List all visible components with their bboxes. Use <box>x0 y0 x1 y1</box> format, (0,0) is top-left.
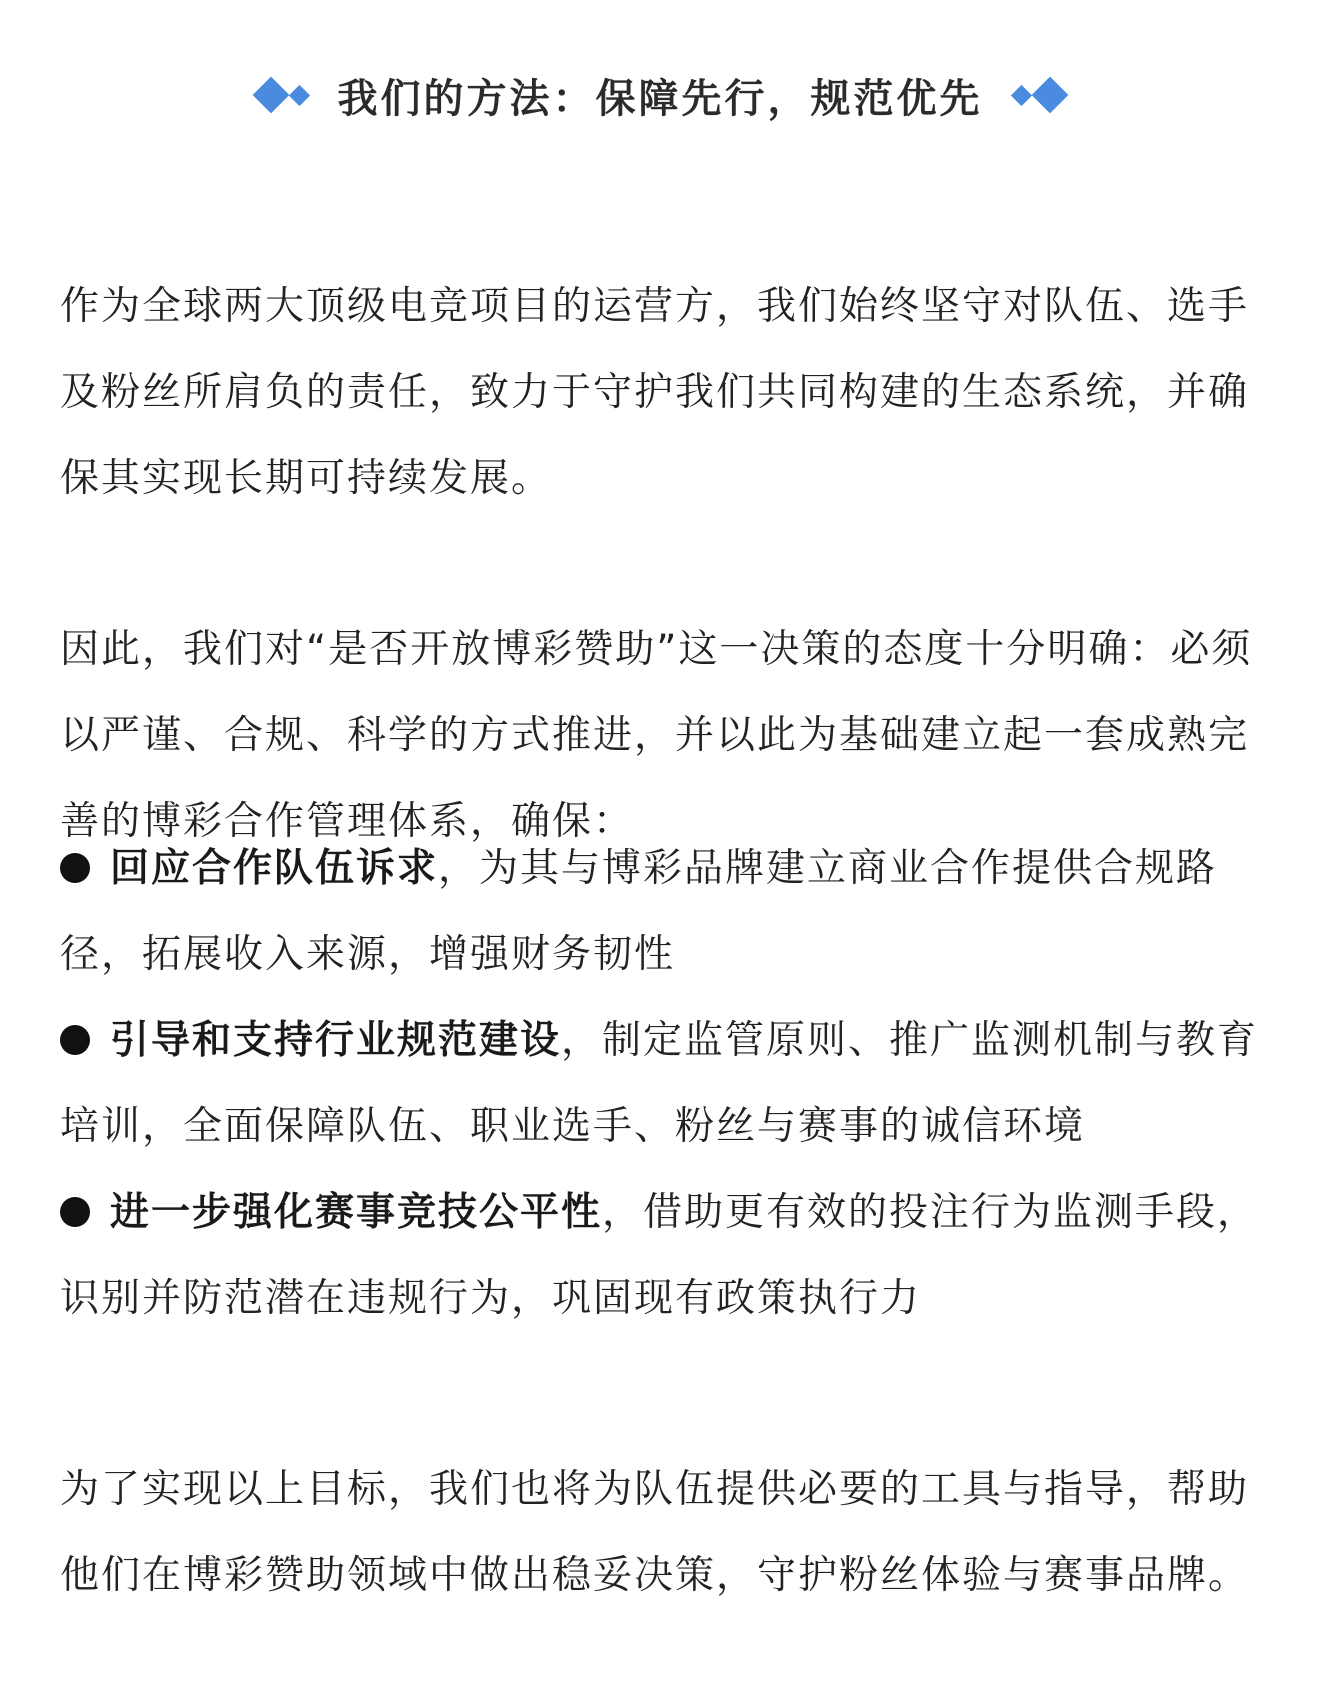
diamond-icon <box>252 77 289 114</box>
list-item-heading: 进一步强化赛事竞技公平性 <box>110 1190 603 1235</box>
section-header <box>0 60 1320 130</box>
list-item-text: ，借助更有效的投注行为监测手段，识别并防范潜在违规行为，巩固现有政策执行力 <box>60 1190 1259 1321</box>
section-title: 我们的方法：保障先行，规范优先 <box>337 75 983 122</box>
list-item-text: ，为其与博彩品牌建立商业合作提供合规路径，拓展收入来源，增强财务韧性 <box>60 846 1218 977</box>
stance-paragraph: 因此，我们对“是否开放博彩赞助”这一决策的态度十分明确：必须以严谨、合规、科学的方式推进，并以此为基础建立起一套成熟完善的博彩合作管理体系，确保： <box>60 627 1253 844</box>
list-item-text: ，制定监管原则、推广监测机制与教育培训，全面保障队伍、职业选手、粉丝与赛事的诚信环境 <box>60 1018 1259 1149</box>
closing-paragraph: 为了实现以上目标，我们也将为队伍提供必要的工具与指导，帮助他们在博彩赞助领域中做出稳妥决策，守护粉丝体验与赛事品牌。 <box>60 1467 1250 1598</box>
list-item-heading: 引导和支持行业规范建设 <box>110 1018 562 1063</box>
diamond-icon <box>288 85 309 106</box>
list-item-heading: 回应合作队伍诉求 <box>110 846 439 891</box>
goals-list <box>60 826 1270 1342</box>
diamond-decoration-left-icon <box>252 75 316 115</box>
bullet-dot-icon <box>60 1025 90 1055</box>
diamond-icon <box>1010 85 1031 106</box>
list-item <box>60 826 1270 998</box>
list-item <box>60 1170 1270 1342</box>
bullet-dot-icon <box>60 853 90 883</box>
intro-paragraph: 作为全球两大顶级电竞项目的运营方，我们始终坚守对队伍、选手及粉丝所肩负的责任，致力于守护我们共同构建的生态系统，并确保其实现长期可持续发展。 <box>60 284 1250 501</box>
list-item <box>60 998 1270 1170</box>
bullet-dot-icon <box>60 1197 90 1227</box>
diamond-icon <box>1031 77 1068 114</box>
diamond-decoration-right-icon <box>1005 75 1069 115</box>
